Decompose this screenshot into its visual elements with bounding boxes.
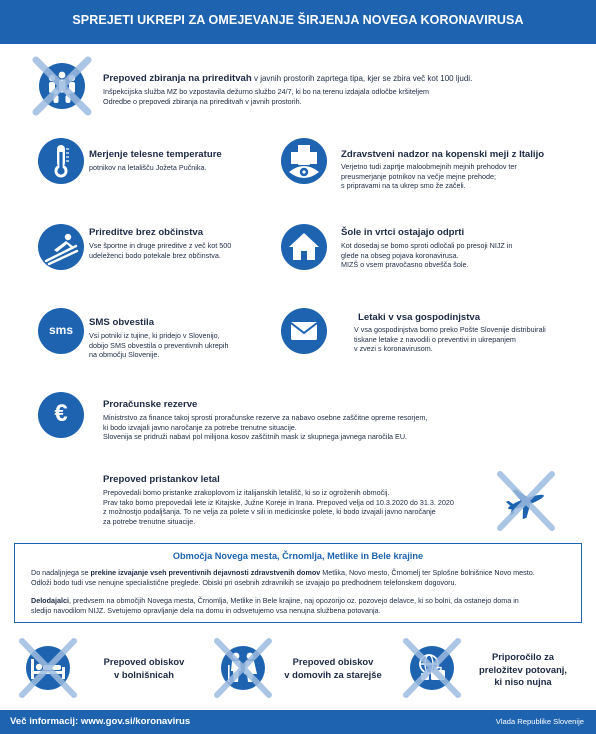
flights-description [103, 488, 454, 526]
notice-text: sledijo navodilom NIJZ. Svetujemo opravljanje dela na domu in odsvetujemo vsa nenujna službena potovanja. [31, 605, 381, 615]
schools-description [341, 241, 512, 270]
notice-text: , predvsem na območjih Novega mesta, Črnomlja, Metlike in Bele krajine, naj opozorijo oz. pozovejo delavce, ki so bolni, da ostanejo doma in [68, 596, 519, 605]
budget-line: Ministrstvo za finance takoj sprosti proračunske rezerve za nabavo osebne zaščitne opreme resorjem, [103, 413, 428, 422]
travel-postponement-line: preložitev potovanj, [478, 663, 568, 675]
border-description [341, 162, 517, 191]
page-title: SPREJETI UKREPI ZA OMEJEVANJE ŠIRJENJA NOVEGA KORONAVIRUSA [72, 13, 524, 27]
sms-line: na območju Slovenije. [89, 350, 160, 360]
leaflets-line: tiskane letake z navodili o preventivi in ukrepanjem [354, 334, 516, 344]
travel-postponement-line: Priporočilo za [492, 651, 554, 662]
events-line: udeleženci bodo potekale brez občinstva. [89, 250, 221, 260]
temperature-line: potnikov na letališču Jožeta Pučnika. [89, 163, 207, 172]
flights-title: Prepoved pristankov letal [103, 474, 220, 485]
gathering-crowd-icon [30, 54, 94, 118]
temperature-title: Merjenje telesne temperature [89, 149, 222, 160]
government-label: Vlada Republike Slovenije [495, 717, 584, 726]
hospital-visits-line: v bolnišnicah [114, 668, 174, 680]
schools-line: Kot dosedaj se bomo sproti odločali po presoji NIJZ in [341, 241, 513, 250]
flights-line: Prav tako bomo prepovedali lete iz Kitajske, Južne Koreje in Irana. Prepoved velja od 10.3.2020 do 31.3. 2020 [103, 497, 454, 507]
notice-text: Metlika, Novo mesto, Črnomelj ter Splošne bolnišnice Novo mesto. [320, 568, 535, 577]
notice-paragraph-1 [31, 568, 535, 588]
sms-description [89, 331, 228, 360]
travel-postponement-title [466, 651, 580, 689]
house-icon [279, 222, 329, 272]
leaflets-description [354, 325, 546, 354]
elderly-couple-icon [211, 637, 275, 699]
events-title: Prireditve brez občinstva [89, 227, 204, 238]
medical-cross-eye-icon [279, 136, 329, 186]
euro-icon-text: € [54, 400, 68, 427]
gatherings-line: Odredbe o prepovedi zbiranja na prireditvah v javnih prostorih. [103, 96, 302, 106]
border-title: Zdravstveni nadzor na kopenski meji z Italijo [341, 149, 545, 160]
sms-icon-text: sms [48, 323, 74, 337]
flights-line: za potrebe trenutne situacije. [103, 516, 196, 526]
budget-line: Slovenija se pridruži nabavi pol milijona kosov zaščitnih mask iz skupnega javnega naročila EU. [103, 432, 408, 442]
gatherings-title-rest: v javnih prostorih zaprtega tipa, kjer se zbira več kot 100 ljudi. [251, 74, 473, 83]
envelope-icon [279, 306, 329, 356]
sms-line: dobijo SMS obvestila o preventivnih ukrepih [89, 340, 229, 350]
sms-line: Vsi potniki iz tujine, ki pridejo v Slovenijo, [89, 331, 220, 340]
schools-title: Šole in vrtci ostajajo odprti [341, 227, 465, 238]
notice-emphasis: prekine izvajanje vseh preventivnih dejavnosti zdravstvenih domov [90, 568, 321, 577]
events-description [89, 241, 231, 260]
hospital-visits-title [96, 656, 192, 681]
footer-bar [0, 710, 596, 734]
gatherings-description [103, 87, 429, 106]
more-info-link[interactable]: Več informacij: www.gov.si/koronavirus [10, 716, 191, 727]
budget-description [103, 413, 427, 442]
gatherings-title-bold: Prepoved zbiranja na prireditvah [103, 73, 252, 84]
sms-title: SMS obvestila [89, 317, 155, 328]
notice-text: Odloži bodo tudi vse nenujne specialistične preglede. Obiski pri osebnih zdravnikih se izvajajo po predhodnem telefonskem dogovoru. [31, 577, 457, 587]
notice-text: Do nadaljnjega se [31, 568, 91, 577]
gatherings-title [103, 73, 472, 84]
flights-line: Prepovedali bomo pristanke zrakoplovom iz italijanskih letališč, ki so iz ogroženih območij. [103, 488, 390, 497]
schools-line: MIZŠ o vsem pravočasno obvešča šole. [341, 260, 469, 270]
sms-icon [36, 306, 86, 356]
hospital-visits-line: Prepoved obiskov [103, 656, 185, 667]
travel-postponement-line: ki niso nujna [494, 676, 552, 687]
thermometer-icon [36, 136, 86, 186]
elderly-home-visits-title [278, 656, 388, 681]
schools-line: glede na obseg pojava koronavirusa. [341, 250, 459, 260]
notice-emphasis: Delodajalci [31, 596, 69, 605]
hospital-bed-icon [16, 637, 80, 699]
gatherings-line: Inšpekcijska služba MZ bo vzpostavila dežurno službo 24/7, ki bo na terenu izdajala odločbe kršiteljem [103, 87, 430, 96]
budget-line: ki bodo izvajali javno naročanje za potrebe trenutne situacije. [103, 422, 297, 432]
elderly-home-visits-line: v domovih za starejše [284, 668, 382, 680]
events-line: Vse športne in druge prireditve z več kot 500 [89, 241, 232, 250]
flights-line: z možnostjo podaljšanja. To ne velja za polete v sili in medicinske polete, ki bodo izvajali javno naročanje [103, 507, 436, 517]
leaflets-line: V vsa gospodinjstva bomo preko Pošte Slovenije distribuirali [354, 325, 546, 334]
border-line: Verjetno tudi zaprtje maloobmejnih mejnih prehodov ter [341, 162, 517, 171]
border-line: s pripravami na ta ukrep smo že začeli. [341, 181, 466, 191]
notice-title: Območja Novega mesta, Črnomlja, Metlike in Bele krajine [172, 551, 424, 561]
elderly-home-visits-line: Prepoved obiskov [292, 656, 374, 667]
leaflets-title: Letaki v vsa gospodinjstva [358, 312, 481, 323]
globe-suitcase-icon [400, 637, 464, 699]
budget-title: Proračunske rezerve [103, 399, 198, 410]
temperature-description [89, 163, 206, 173]
euro-icon [36, 390, 86, 440]
notice-paragraph-2 [31, 596, 519, 616]
regional-notice-box [14, 543, 582, 623]
ski-jumper-icon [36, 222, 86, 272]
airplane-icon [494, 470, 558, 532]
border-line: preusmerjanje potnikov na večje mejne prehode; [341, 171, 497, 181]
header-bar [0, 0, 596, 44]
leaflets-line: v zvezi s koronavirusom. [354, 344, 433, 354]
